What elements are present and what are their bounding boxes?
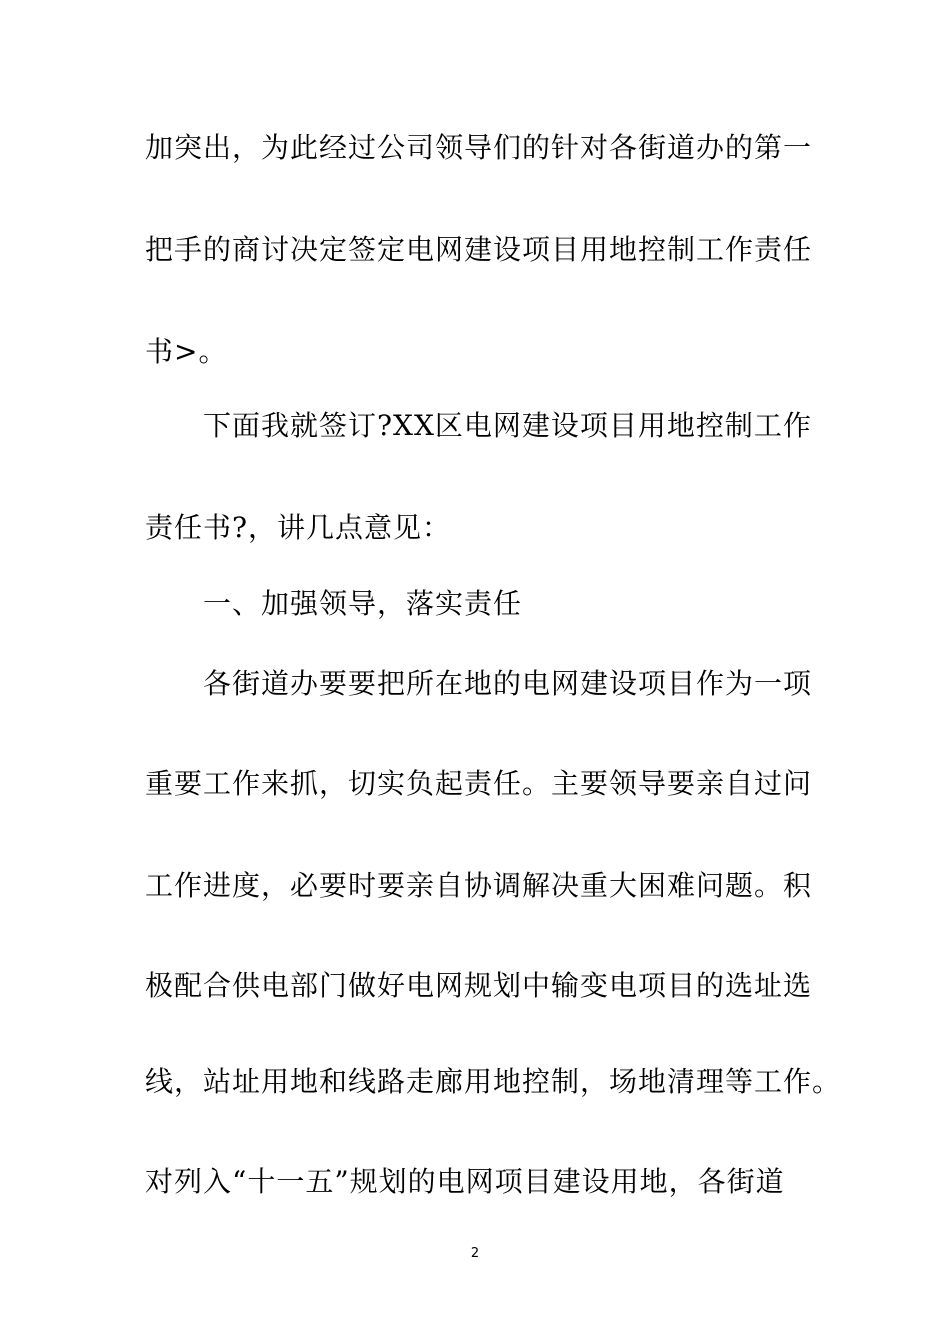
- body-text-line: 书>。: [145, 335, 228, 368]
- body-text-line: 把手的商讨决定签定电网建设项目用地控制工作责任: [145, 233, 813, 266]
- body-text-line: 重要工作来抓，切实负起责任。主要领导要亲自过问: [145, 767, 813, 800]
- paragraph-start-line: 各街道办要要把所在地的电网建设项目作为一项: [203, 667, 813, 700]
- page-number: 2: [470, 1246, 480, 1261]
- body-text-line: 极配合供电部门做好电网规划中输变电项目的选址选: [145, 969, 813, 1002]
- body-text-line: 线，站址用地和线路走廊用地控制，场地清理等工作。: [145, 1065, 842, 1098]
- section-heading: 一、加强领导，落实责任: [203, 587, 523, 620]
- body-text-line: 工作进度，必要时要亲自协调解决重大困难问题。积: [145, 869, 813, 902]
- paragraph-start-line: 下面我就签订?XX区电网建设项目用地控制工作: [203, 409, 812, 442]
- body-text-line: 责任书?，讲几点意见：: [145, 511, 452, 544]
- body-text-line: 加突出，为此经过公司领导们的针对各街道办的第一: [145, 131, 813, 164]
- body-text-line: 对列入“十一五”规划的电网项目建设用地，各街道: [145, 1165, 785, 1198]
